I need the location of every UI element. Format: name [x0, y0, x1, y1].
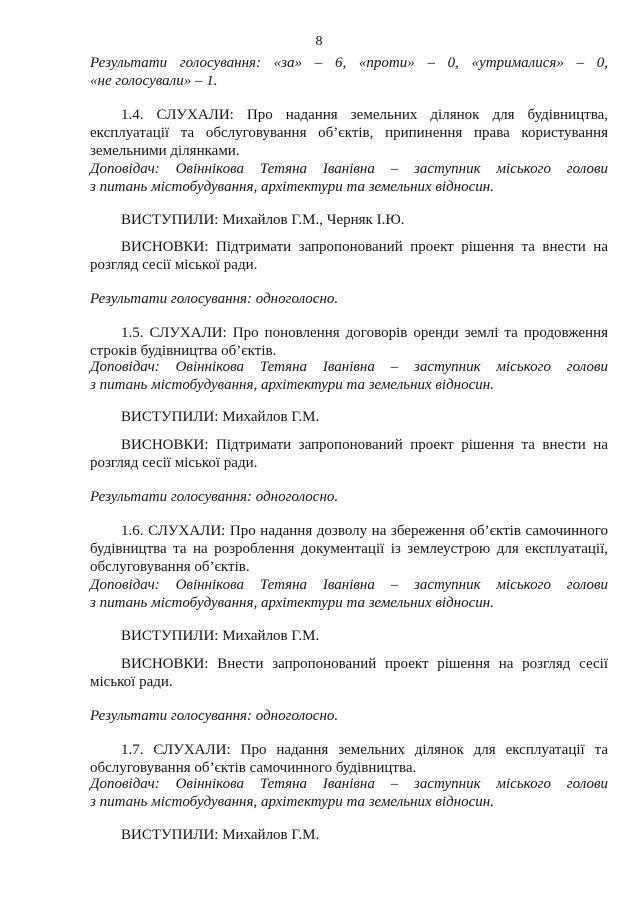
speaker-line: Доповідач: Овіннікова Тетяна Іванівна – заступник міського голови [90, 577, 608, 593]
heard-line: обслуговування об’єктів. [90, 559, 250, 575]
heard-line: будівництва та на розроблення документації із землеустрою для експлуатації, [90, 541, 608, 557]
speaker-line: з питань містобудування, архітектури та земельних відносин. [90, 377, 494, 393]
heard-line: 1.6. СЛУХАЛИ: Про надання дозволу на збереження об’єктів самочинного [121, 523, 608, 539]
vote-result-line: Результати голосування: одноголосно. [90, 291, 339, 307]
heard-line: 1.4. СЛУХАЛИ: Про надання земельних ділянок для будівництва, [121, 107, 608, 123]
speaker-line: Доповідач: Овіннікова Тетяна Іванівна – заступник міського голови [90, 776, 608, 792]
speaker-line: з питань містобудування, архітектури та земельних відносин. [90, 595, 494, 611]
page-number: 8 [315, 34, 323, 49]
conclusions-line: міської ради. [90, 674, 173, 690]
heard-line: 1.5. СЛУХАЛИ: Про поновлення договорів оренди землі та продовження [121, 325, 608, 341]
spoke-line: ВИСТУПИЛИ: Михайлов Г.М. [121, 827, 320, 843]
heard-line: експлуатації та обслуговування об’єктів, припинення права користування [90, 125, 608, 141]
speaker-line: Доповідач: Овіннікова Тетяна Іванівна – заступник міського голови [90, 359, 608, 375]
vote-result-line: Результати голосування: одноголосно. [90, 489, 339, 505]
speaker-line: Доповідач: Овіннікова Тетяна Іванівна – заступник міського голови [90, 161, 608, 177]
speaker-line: з питань містобудування, архітектури та земельних відносин. [90, 794, 494, 810]
conclusions-line: ВИСНОВКИ: Підтримати запропонований проект рішення та внести на [121, 239, 608, 255]
heard-line: обслуговування об’єктів самочинного будівництва. [90, 760, 417, 776]
conclusions-line: розгляд сесії міської ради. [90, 455, 258, 471]
spoke-line: ВИСТУПИЛИ: Михайлов Г.М. [121, 628, 320, 644]
heard-line: строків будівництва об’єктів. [90, 343, 277, 359]
vote-result-line: Результати голосування: одноголосно. [90, 708, 339, 724]
speaker-line: з питань містобудування, архітектури та земельних відносин. [90, 179, 494, 195]
heard-line: 1.7. СЛУХАЛИ: Про надання земельних ділянок для експлуатації та [121, 742, 608, 758]
conclusions-line: ВИСНОВКИ: Підтримати запропонований проект рішення та внести на [121, 437, 608, 453]
heard-line: земельними ділянками. [90, 143, 240, 159]
vote-result-line: Результати голосування: «за» – 6, «проти» – 0, «утрималися» – 0, [90, 55, 608, 71]
spoke-line: ВИСТУПИЛИ: Михайлов Г.М. [121, 409, 320, 425]
vote-result-line: «не голосували» – 1. [90, 73, 218, 89]
conclusions-line: розгляд сесії міської ради. [90, 257, 258, 273]
spoke-line: ВИСТУПИЛИ: Михайлов Г.М., Черняк І.Ю. [121, 212, 405, 228]
conclusions-line: ВИСНОВКИ: Внести запропонований проект рішення на розгляд сесії [121, 656, 608, 672]
